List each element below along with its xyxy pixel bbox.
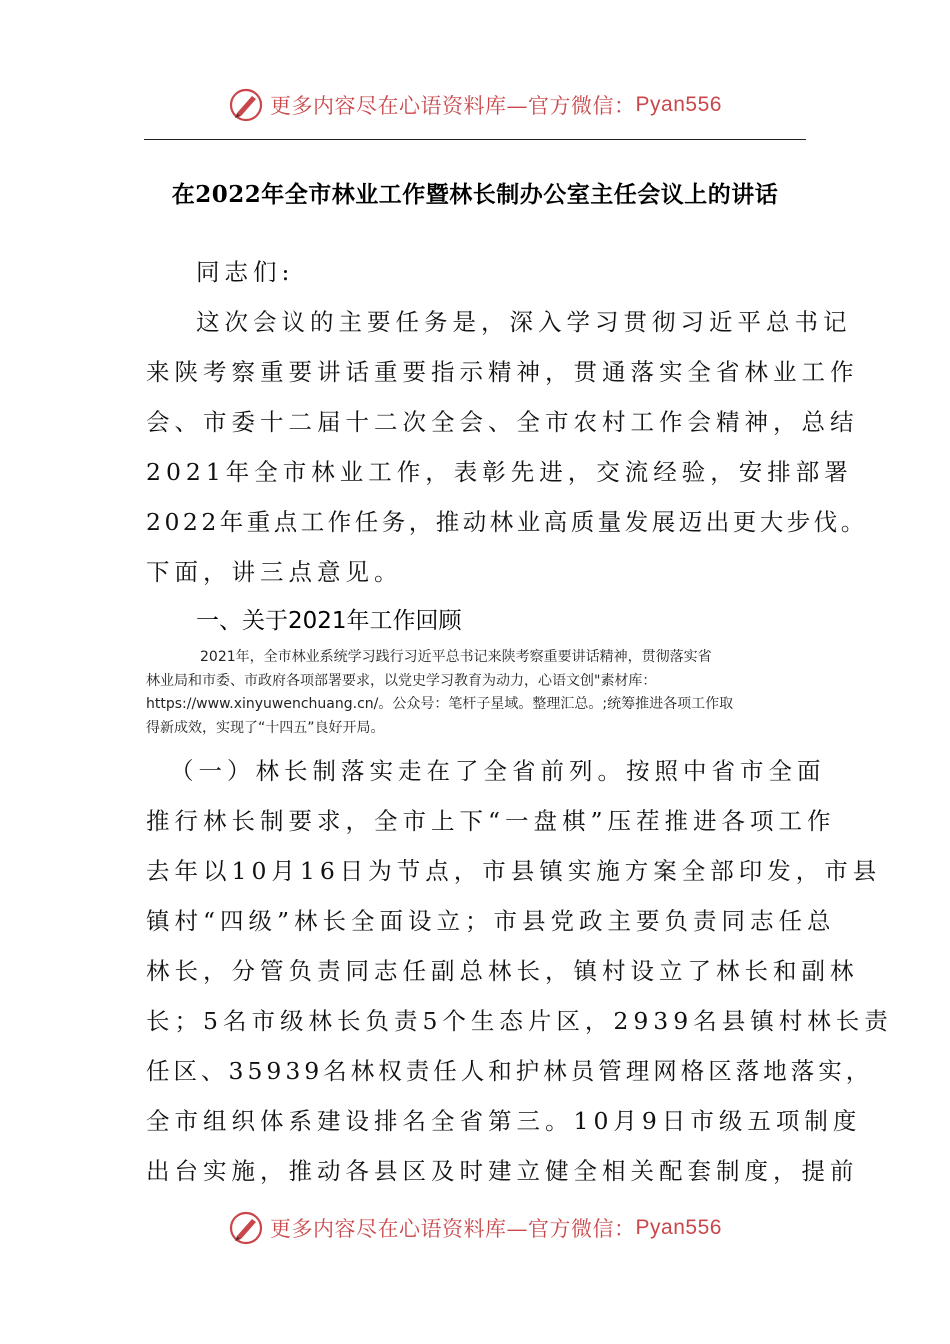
paragraph-line: （一）林长制落实走在了全省前列。按照中省市全面 bbox=[170, 757, 826, 785]
paragraph-line: 长；5名市级林长负责5个生态片区，2939名县镇村林长责 bbox=[146, 1007, 893, 1035]
paragraph-line: 会、市委十二届十二次全会、全市农村工作会精神，总结 bbox=[146, 408, 859, 436]
paragraph-line: 全市组织体系建设排名全省第三。10月9日市级五项制度 bbox=[146, 1107, 862, 1135]
paragraph-line: 出台实施，推动各县区及时建立健全相关配套制度，提前 bbox=[146, 1157, 859, 1185]
greeting: 同志们: bbox=[196, 258, 295, 286]
pen-logo-icon bbox=[228, 87, 264, 123]
paragraph-line: 林业局和市委、市政府各项部署要求，以党史学习教育为动力，心语文创"素材库： bbox=[146, 672, 657, 689]
watermark-text: 更多内容尽在心语资料库—官方微信： bbox=[270, 1217, 636, 1241]
paragraph-line: 任区、35939名林权责任人和护林员管理网格区落地落实， bbox=[146, 1057, 874, 1085]
paragraph-line: 推行林长制要求，全市上下“一盘棋”压茬推进各项工作 bbox=[146, 807, 836, 835]
paragraph-line: https://www.xinyuwenchuang.cn/。公众号：笔杆子星域。整理汇总。;统筹推进各项工作取 bbox=[146, 696, 734, 712]
document-title: 在2022年全市林业工作暨林长制办公室主任会议上的讲话 bbox=[171, 181, 779, 208]
paragraph-line: 林长，分管负责同志任副总林长，镇村设立了林长和副林 bbox=[146, 957, 859, 985]
watermark-banner-top bbox=[0, 80, 950, 130]
paragraph-line: 来陕考察重要讲话重要指示精神，贯通落实全省林业工作 bbox=[146, 358, 859, 386]
paragraph-line: 2021年，全市林业系统学习践行习近平总书记来陕考察重要讲话精神，贯彻落实省 bbox=[200, 649, 712, 665]
watermark-text: 更多内容尽在心语资料库—官方微信： bbox=[270, 94, 636, 118]
paragraph-line: 镇村“四级”林长全面设立；市县党政主要负责同志任总 bbox=[146, 907, 836, 935]
subsection-paragraph bbox=[146, 746, 893, 1196]
pen-logo-icon bbox=[228, 1210, 264, 1246]
paragraph-line: 得新成效，实现了“十四五”良好开局。 bbox=[146, 719, 385, 736]
paragraph-line: 去年以10月16日为节点，市县镇实施方案全部印发，市县 bbox=[146, 857, 882, 885]
section-summary-paragraph bbox=[146, 646, 808, 740]
paragraph-line: 这次会议的主要任务是，深入学习贯彻习近平总书记 bbox=[196, 308, 852, 336]
watermark-banner-bottom bbox=[0, 1203, 950, 1253]
header-rule bbox=[144, 139, 806, 140]
intro-paragraph bbox=[146, 297, 868, 597]
watermark-wechat-id: Pyan556 bbox=[635, 1216, 722, 1239]
paragraph-line: 2022年重点工作任务，推动林业高质量发展迈出更大步伐。 bbox=[146, 508, 868, 536]
paragraph-line: 2021年全市林业工作，表彰先进，交流经验，安排部署 bbox=[146, 458, 853, 486]
section-heading: 一、关于2021年工作回顾 bbox=[196, 608, 462, 634]
paragraph-line: 下面，讲三点意见。 bbox=[146, 558, 403, 586]
watermark-wechat-id: Pyan556 bbox=[635, 93, 722, 116]
